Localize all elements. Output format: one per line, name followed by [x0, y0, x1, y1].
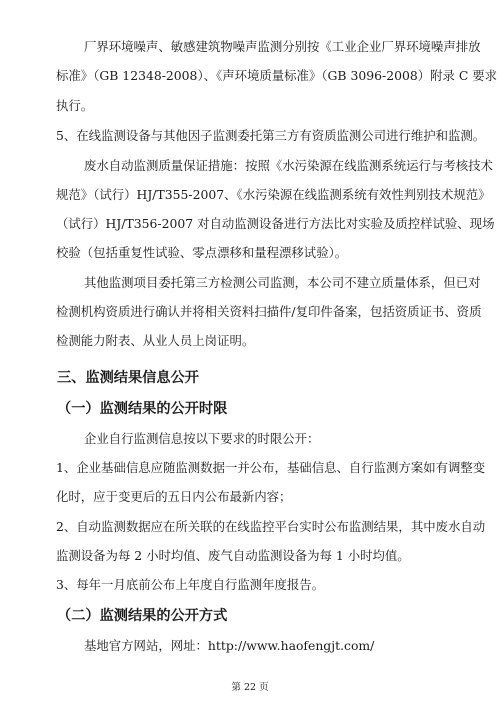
- page-number: 第 22 页: [231, 682, 269, 693]
- website-line: [84, 638, 374, 654]
- body-line: 执行。: [56, 98, 94, 113]
- body-line: 检测机构资质进行确认并将相关资料扫描件/复印件备案，包括资质证书、资质: [56, 304, 482, 319]
- section-heading: 三、监测结果信息公开: [57, 370, 199, 386]
- list-item-1-cont: 化时，应于变更后的五日内公布最新内容；: [56, 489, 292, 504]
- body-line: 标准》（GB 12348-2008）、《声环境质量标准》（GB 3096-2008）附录 C 要求: [56, 68, 498, 83]
- body-line: （试行）HJ/T356-2007 对自动监测设备进行方法比对实验及质控样试验、现场: [56, 216, 495, 231]
- body-line: 废水自动监测质量保证措施：按照《水污染源在线监测系统运行与考核技术: [84, 158, 493, 173]
- subsection-heading: （一）监测结果的公开时限: [57, 401, 228, 417]
- list-item-2: 2、自动监测数据应在所关联的在线监控平台实时公布监测结果，其中废水自动: [56, 519, 486, 534]
- body-line: 检测能力附表、从业人员上岗证明。: [56, 333, 255, 348]
- body-line: 厂界环境噪声、敏感建筑物噪声监测分别按《工业企业厂界环境噪声排放: [84, 39, 481, 54]
- body-line: 其他监测项目委托第三方检测公司监测，本公司不建立质量体系，但已对: [84, 275, 481, 290]
- website-link[interactable]: http://www.haofengjt.com/: [207, 638, 375, 653]
- body-line: 校验（包括重复性试验、零点漂移和量程漂移试验）。: [56, 245, 348, 260]
- list-item-2-cont: 监测设备为每 2 小时均值、废气自动监测设备为每 1 小时均值。: [56, 548, 410, 563]
- list-item-1: 1、企业基础信息应随监测数据一并公布，基础信息、自行监测方案如有调整变: [56, 460, 486, 475]
- list-item-5: 5、在线监测设备与其他因子监测委托第三方有资质监测公司进行维护和监测。: [56, 128, 486, 143]
- website-label: 基地官方网站，网址：: [84, 638, 208, 653]
- body-line: 企业自行监测信息按以下要求的时限公开：: [84, 431, 320, 446]
- list-item-3: 3、每年一月底前公布上年度自行监测年度报告。: [56, 577, 325, 592]
- subsection-heading: （二）监测结果的公开方式: [57, 608, 228, 624]
- body-line: 规范》（试行）HJ/T355-2007、《水污染源在线监测系统有效性判别技术规范》: [56, 187, 491, 202]
